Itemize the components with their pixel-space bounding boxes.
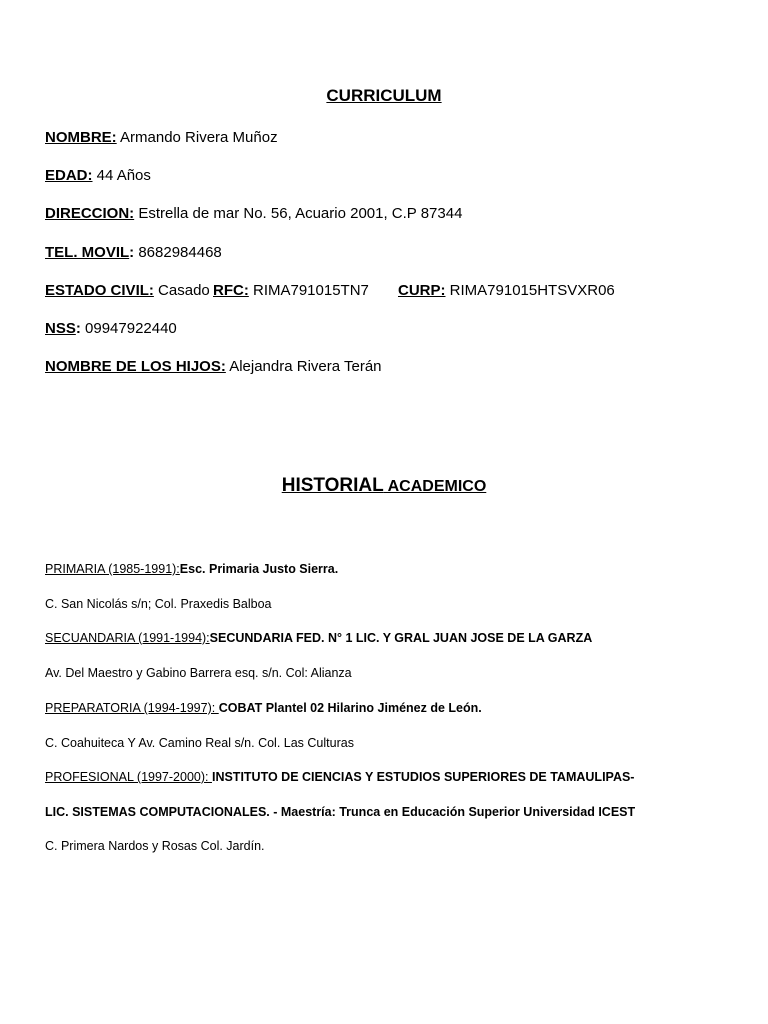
curp-value: RIMA791015HTSVXR06: [445, 282, 615, 299]
rfc-line: [213, 281, 369, 301]
secundaria-address: Av. Del Maestro y Gabino Barrera esq. s/n. Col: Alianza: [45, 666, 352, 680]
tel-label: TEL. MOVIL: [45, 244, 130, 261]
edad-label: EDAD:: [45, 167, 93, 184]
heading-main: HISTORIAL: [281, 475, 384, 496]
nombre-line: [45, 128, 278, 148]
estado-civil-label: ESTADO CIVIL:: [45, 282, 154, 299]
edad-value: 44 Años: [92, 167, 151, 184]
historial-academico-heading: [0, 474, 768, 499]
hijos-label: NOMBRE DE LOS HIJOS:: [45, 358, 226, 375]
preparatoria-label: PREPARATORIA (1994-1997):: [45, 701, 219, 715]
primaria-label: PRIMARIA (1985-1991):: [45, 562, 180, 576]
nss-line: [45, 319, 177, 339]
direccion-line: [45, 204, 462, 224]
profesional-value: INSTITUTO DE CIENCIAS Y ESTUDIOS SUPERIORES DE TAMAULIPAS-: [211, 770, 635, 784]
nombre-value: Armando Rivera Muñoz: [116, 129, 278, 146]
hijos-value: Alejandra Rivera Terán: [225, 358, 382, 375]
direccion-label: DIRECCION:: [45, 205, 135, 222]
primaria-value: Esc. Primaria Justo Sierra.: [179, 562, 339, 576]
document-title: CURRICULUM: [326, 86, 442, 105]
profesional-label: PROFESIONAL (1997-2000):: [45, 770, 212, 784]
profesional-line: [45, 768, 634, 786]
nss-value: 09947922440: [80, 320, 177, 337]
rfc-value: RIMA791015TN7: [248, 282, 369, 299]
preparatoria-value: COBAT Plantel 02 Hilarino Jiménez de León.: [218, 701, 482, 715]
estado-civil-line: [45, 281, 210, 301]
secundaria-line: [45, 629, 592, 647]
primaria-address: C. San Nicolás s/n; Col. Praxedis Balboa: [45, 597, 272, 611]
rfc-label: RFC:: [213, 282, 249, 299]
nss-colon: :: [75, 320, 81, 337]
primaria-line: [45, 560, 338, 578]
preparatoria-address: C. Coahuiteca Y Av. Camino Real s/n. Col. Las Culturas: [45, 736, 354, 750]
secundaria-label: SECUANDARIA (1991-1994):: [45, 631, 210, 645]
estado-civil-value: Casado: [153, 282, 210, 299]
direccion-value: Estrella de mar No. 56, Acuario 2001, C.P 87344: [134, 205, 463, 222]
nombre-label: NOMBRE:: [45, 129, 117, 146]
tel-line: [45, 243, 222, 263]
profesional-address: C. Primera Nardos y Rosas Col. Jardín.: [45, 839, 265, 853]
edad-line: [45, 166, 151, 186]
nss-label: NSS: [45, 320, 76, 337]
heading-small: ACADEMICO: [383, 478, 487, 495]
hijos-line: [45, 357, 382, 377]
tel-value: 8682984468: [134, 244, 222, 261]
secundaria-value: SECUNDARIA FED. N° 1 LIC. Y GRAL JUAN JOSE DE LA GARZA: [209, 631, 593, 645]
preparatoria-line: [45, 699, 482, 717]
curp-label: CURP:: [398, 282, 446, 299]
profesional-line-2: LIC. SISTEMAS COMPUTACIONALES. - Maestría: Trunca en Educación Superior Universidad ICEST: [45, 805, 636, 819]
tel-colon: :: [129, 244, 135, 261]
curp-line: [398, 281, 615, 301]
